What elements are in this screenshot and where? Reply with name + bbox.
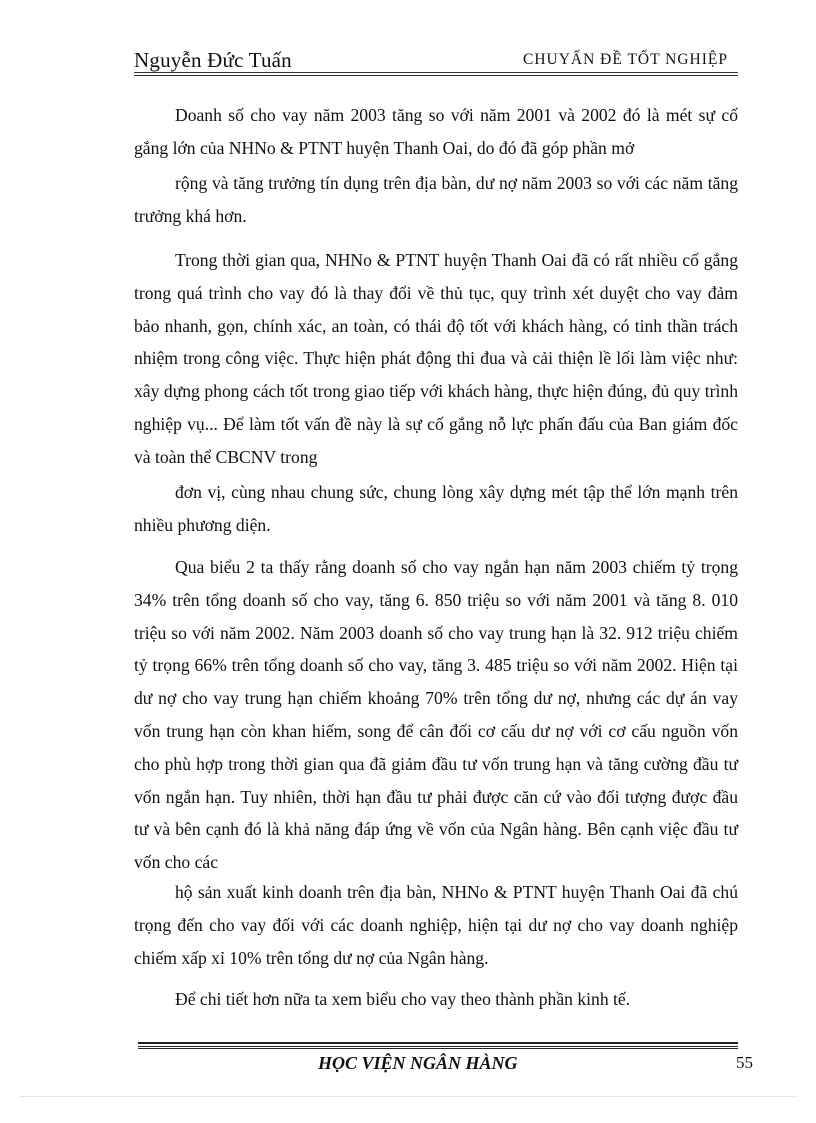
footer-school-name: HỌC VIỆN NGÂN HÀNG [318,1053,518,1073]
paragraph-6: hộ sản xuất kinh doanh trên địa bàn, NHNo & PTNT huyện Thanh Oai đã chú trọng đến cho vay đối với các doanh nghiệp, hiện tại dư nợ cho vay doanh nghiệp chiếm xấp xỉ 10% trên tổng dư nợ của Ngân hàng. [134,882,738,968]
page-bottom-dotted-line [20,1096,796,1097]
footer-rule-thin [138,1048,738,1049]
footer-rule [138,1042,738,1047]
page-number: 55 [736,1053,753,1072]
paragraph-4: đơn vị, cùng nhau chung sức, chung lòng xây dựng mét tập thể lớn mạnh trên nhiều phương diện. [134,482,738,535]
paragraph-2: rộng và tăng trưởng tín dụng trên địa bàn, dư nợ năm 2003 so với các năm tăng trưởng khá hơn. [134,173,738,226]
paragraph-1: Doanh số cho vay năm 2003 tăng so với năm 2001 và 2002 đó là mét sự cố gắng lớn của NHNo & PTNT huyện Thanh Oai, do đó đã góp phần mở [134,105,738,158]
paragraph-5: Qua biểu 2 ta thấy rằng doanh số cho vay ngắn hạn năm 2003 chiếm tỷ trọng 34% trên tổng doanh số cho vay, tăng 6. 850 triệu so với năm 2001 và tăng 8. 010 triệu so với năm 2002. Năm 2003 doanh số cho vay trung hạn là 32. 912 triệu chiếm tỷ trọng 66% trên tổng doanh số cho vay, tăng 3. 485 triệu so với năm 2002. Hiện tại dư nợ cho vay trung hạn chiếm khoảng 70% trên tổng dư nợ, nhưng các dự án vay vốn trung hạn còn khan hiếm, song để cân đối cơ cấu dư nợ với cơ cấu nguồn vốn cho phù hợp trong thời gian qua đã giảm đầu tư vốn trung hạn và tăng cường đầu tư vốn ngắn hạn. Tuy nhiên, thời hạn đầu tư phải được căn cứ vào đối tượng được đầu tư và bên cạnh đó là khả năng đáp ứng về vốn của Ngân hàng. Bên cạnh việc đầu tư vốn cho các [134,557,738,873]
header-author: Nguyễn Đức Tuấn [134,48,292,72]
header-topic: CHUYẤN ĐỀ TỐT NGHIỆP [523,51,728,68]
paragraph-7: Để chi tiết hơn nữa ta xem biểu cho vay theo thành phần kinh tế. [175,989,631,1009]
paragraph-3: Trong thời gian qua, NHNo & PTNT huyện Thanh Oai đã có rất nhiều cố gắng trong quá trình cho vay đó là thay đổi về thủ tục, quy trình xét duyệt cho vay đảm bảo nhanh, gọn, chính xác, an toàn, có thái độ tốt với khách hàng, có tinh thần trách nhiệm trong công việc. Thực hiện phát động thi đua và cải thiện lề lối làm việc như: xây dựng phong cách tốt trong giao tiếp với khách hàng, thực hiện đúng, đủ quy trình nghiệp vụ... Để làm tốt vấn đề này là sự cố gắng nỗ lực phấn đấu của Ban giám đốc và toàn thể CBCNV trong [134,250,738,467]
header-rule [134,72,738,76]
